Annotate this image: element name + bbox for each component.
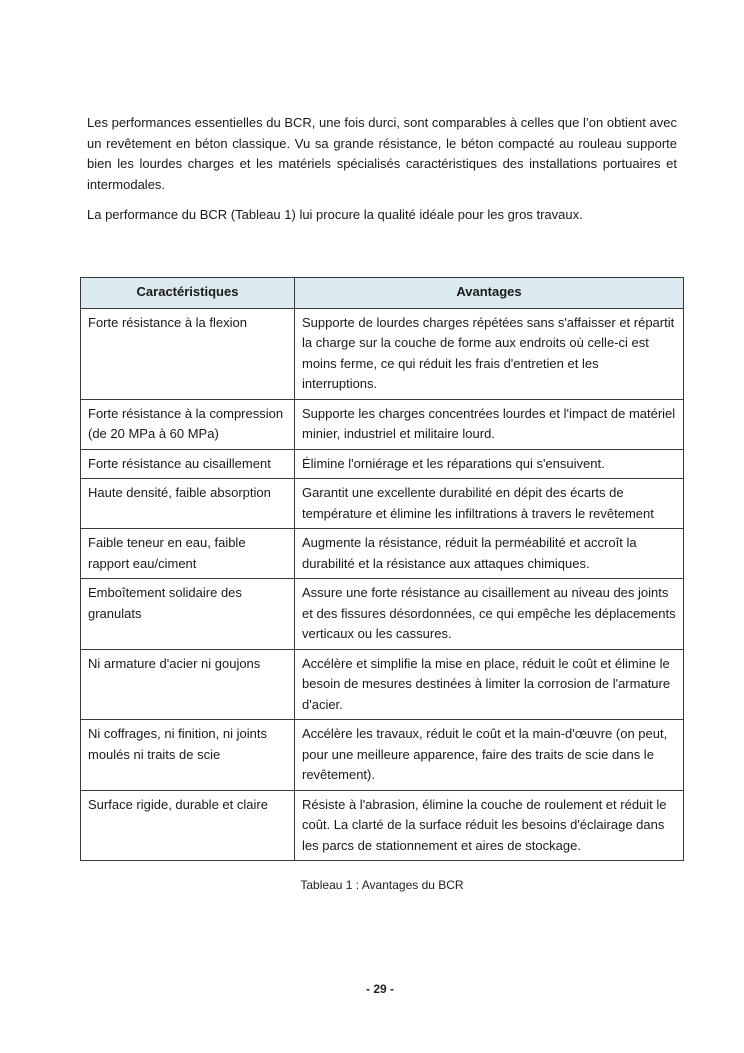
characteristic-cell: Forte résistance au cisaillement — [81, 449, 295, 479]
characteristic-cell: Haute densité, faible absorption — [81, 479, 295, 529]
table-row — [81, 399, 684, 449]
characteristic-cell: Surface rigide, durable et claire — [81, 790, 295, 861]
advantage-cell: Garantit une excellente durabilité en dépit des écarts de température et élimine les infiltrations à travers le revêtement — [295, 479, 684, 529]
header-characteristics: Caractéristiques — [81, 278, 295, 309]
intro-paragraph-1: Les performances essentielles du BCR, une fois durci, sont comparables à celles que l’on obtient avec un revêtement en béton classique. Vu sa grande résistance, le béton compacté au rouleau supporte bien les lourdes charges et les matériels spécialisés caractéristiques des installations portuaires et intermodales. — [87, 115, 677, 192]
advantages-table — [80, 277, 684, 861]
characteristic-cell: Emboîtement solidaire des granulats — [81, 579, 295, 650]
table-row — [81, 579, 684, 650]
advantage-cell: Augmente la résistance, réduit la perméabilité et accroît la durabilité et la résistance aux attaques chimiques. — [295, 529, 684, 579]
table-caption: Tableau 1 : Avantages du BCR — [300, 878, 464, 892]
table-row — [81, 308, 684, 399]
characteristic-cell: Ni armature d'acier ni goujons — [81, 649, 295, 720]
advantage-cell: Accélère les travaux, réduit le coût et la main-d'œuvre (on peut, pour une meilleure apparence, faire des traits de scie dans le revêtement). — [295, 720, 684, 791]
characteristic-cell: Faible teneur en eau, faible rapport eau/ciment — [81, 529, 295, 579]
characteristic-cell: Ni coffrages, ni finition, ni joints moulés ni traits de scie — [81, 720, 295, 791]
table-row — [81, 529, 684, 579]
table-row — [81, 790, 684, 861]
table-header-row — [81, 278, 684, 309]
table-row — [81, 649, 684, 720]
advantage-cell: Supporte les charges concentrées lourdes et l'impact de matériel minier, industriel et militaire lourd. — [295, 399, 684, 449]
advantage-cell: Supporte de lourdes charges répétées sans s'affaisser et répartit la charge sur la couche de forme aux endroits où celle-ci est moins ferme, ce qui réduit les frais d'entretien et les interruptions. — [295, 308, 684, 399]
table-row — [81, 449, 684, 479]
characteristic-cell: Forte résistance à la compression (de 20 MPa à 60 MPa) — [81, 399, 295, 449]
table-row — [81, 479, 684, 529]
advantage-cell: Accélère et simplifie la mise en place, réduit le coût et élimine le besoin de mesures destinées à limiter la corrosion de l'armature d'acier. — [295, 649, 684, 720]
intro-paragraph-2: La performance du BCR (Tableau 1) lui procure la qualité idéale pour les gros travaux. — [87, 207, 583, 222]
table-row — [81, 720, 684, 791]
page-number: - 29 - — [365, 982, 394, 996]
characteristic-cell: Forte résistance à la flexion — [81, 308, 295, 399]
header-advantages: Avantages — [295, 278, 684, 309]
advantage-cell: Assure une forte résistance au cisaillement au niveau des joints et des fissures désordonnées, ce qui empêche les déplacements verticaux ou les cassures. — [295, 579, 684, 650]
advantage-cell: Élimine l'orniérage et les réparations qui s'ensuivent. — [295, 449, 684, 479]
advantage-cell: Résiste à l'abrasion, élimine la couche de roulement et réduit le coût. La clarté de la surface réduit les besoins d'éclairage dans les parcs de stationnement et aires de stockage. — [295, 790, 684, 861]
